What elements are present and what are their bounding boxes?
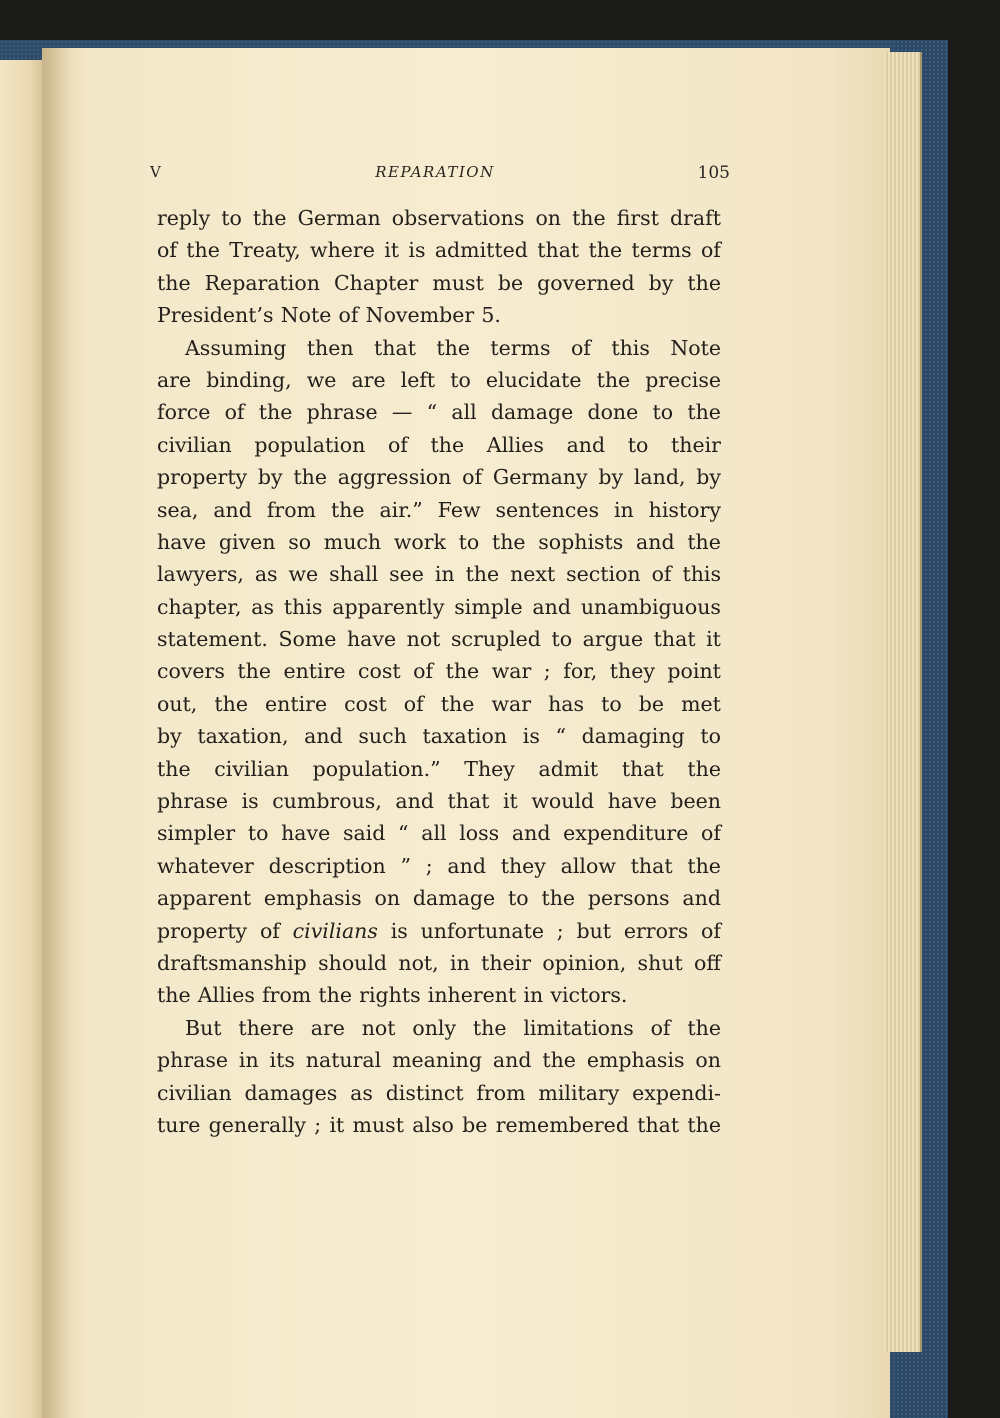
text-line: force of the phrase — “ all damage done to the bbox=[157, 400, 721, 425]
text-line: property by the aggression of Germany by land, by bbox=[157, 465, 721, 490]
body-text bbox=[157, 202, 721, 1141]
gutter-shadow bbox=[42, 48, 72, 1418]
text-line: President’s Note of November 5. bbox=[157, 303, 501, 328]
text-line: the Allies from the rights inherent in victors. bbox=[157, 983, 628, 1008]
text-line: the civilian population.” They admit that the bbox=[157, 756, 721, 781]
text-line: the Reparation Chapter must be governed by the bbox=[157, 270, 721, 295]
text-line: lawyers, as we shall see in the next section of this bbox=[157, 562, 721, 587]
text-line: sea, and from the air.” Few sentences in history bbox=[157, 497, 721, 522]
page-number: 105 bbox=[697, 163, 730, 183]
text-line: civilian damages as distinct from military expendi- bbox=[157, 1080, 721, 1105]
text-line: by taxation, and such taxation is “ damaging to bbox=[157, 724, 721, 749]
text-line: phrase in its natural meaning and the emphasis on bbox=[157, 1048, 721, 1073]
text-line: have given so much work to the sophists and the bbox=[157, 529, 721, 554]
text-line: reply to the German observations on the first draft bbox=[157, 206, 721, 230]
text-line: whatever description ” ; and they allow that the bbox=[157, 853, 721, 878]
text-line: Assuming then that the terms of this Note bbox=[185, 335, 721, 360]
text-line: property of civilians is unfortunate ; but errors of bbox=[157, 918, 721, 943]
text-line: out, the entire cost of the war has to be met bbox=[157, 691, 721, 716]
text-line: ture generally ; it must also be remembered that the bbox=[157, 1112, 721, 1137]
text-line: of the Treaty, where it is admitted that the terms of bbox=[157, 238, 721, 263]
chapter-number: V bbox=[150, 163, 161, 181]
page-block-edges bbox=[884, 52, 922, 1352]
text-line: simpler to have said “ all loss and expenditure of bbox=[157, 821, 721, 846]
text-line: draftsmanship should not, in their opinion, shut off bbox=[157, 950, 721, 975]
text-line: statement. Some have not scrupled to argue that it bbox=[157, 627, 721, 652]
running-title: REPARATION bbox=[375, 163, 495, 181]
running-header bbox=[150, 163, 730, 193]
text-line: phrase is cumbrous, and that it would have been bbox=[157, 789, 721, 814]
text-line: But there are not only the limitations of the bbox=[185, 1015, 721, 1040]
facing-page-edge bbox=[0, 60, 42, 1418]
text-line: covers the entire cost of the war ; for, they point bbox=[157, 659, 721, 684]
text-line: civilian population of the Allies and to their bbox=[157, 432, 721, 457]
text-line: chapter, as this apparently simple and unambiguous bbox=[157, 594, 721, 619]
text-line: are binding, we are left to elucidate the precise bbox=[157, 367, 721, 392]
text-line: apparent emphasis on damage to the persons and bbox=[157, 886, 721, 911]
